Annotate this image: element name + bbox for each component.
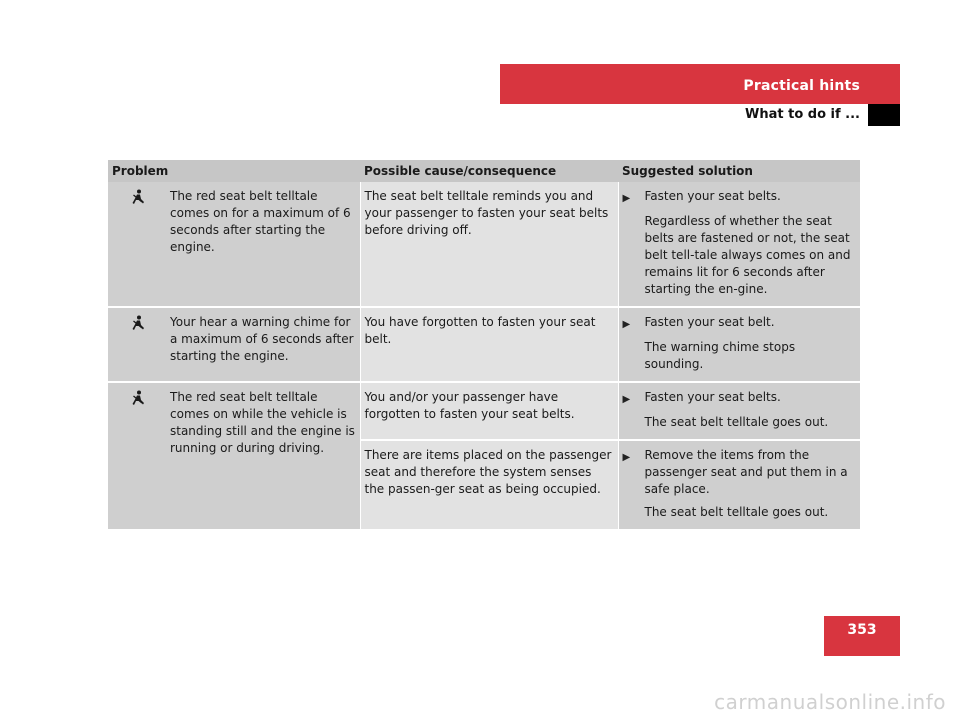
step-arrow-icon: ▶ — [622, 319, 631, 330]
step-text: Fasten your seat belts. — [644, 189, 781, 203]
table-header-row — [108, 160, 860, 182]
solution-note: The warning chime stops sounding. — [644, 340, 796, 371]
table-row — [108, 182, 860, 307]
solution-cell — [618, 307, 860, 382]
cause-cell — [360, 382, 618, 440]
cause-cell — [360, 440, 618, 530]
seat-belt-icon — [112, 188, 164, 256]
solution-note: The seat belt telltale goes out. — [644, 415, 829, 429]
solution-note: The seat belt telltale goes out. — [644, 505, 829, 519]
solution-cell — [618, 440, 860, 530]
cause-cell — [360, 182, 618, 307]
table-row — [108, 307, 860, 382]
step-text: Fasten your seat belt. — [644, 315, 775, 329]
step-arrow-icon: ▶ — [622, 394, 631, 405]
problem-cell — [108, 182, 360, 307]
cause-text: You have forgotten to fasten your seat belt. — [364, 315, 596, 346]
cause-text: You and/or your passenger have forgotten to fasten your seat belts. — [364, 390, 575, 421]
seat-belt-icon — [112, 314, 164, 365]
column-header-cause: Possible cause/consequence — [360, 160, 618, 182]
page-number: 353 — [824, 616, 900, 656]
section-header-band — [500, 64, 900, 104]
solution-step — [623, 188, 857, 207]
solution-step — [623, 447, 857, 498]
cause-text: There are items placed on the passenger seat and therefore the system senses the passen-ger seat as being occupied. — [364, 448, 612, 496]
seat-belt-icon — [112, 389, 164, 457]
column-header-problem: Problem — [108, 160, 360, 182]
problem-text: The red seat belt telltale comes on for a maximum of 6 seconds after starting the engine. — [170, 189, 351, 254]
section-title: Practical hints — [743, 78, 860, 94]
problem-cell — [108, 307, 360, 382]
step-text: Remove the items from the passenger seat and put them in a safe place. — [644, 448, 848, 496]
cause-text: The seat belt telltale reminds you and your passenger to fasten your seat belts before driving off. — [364, 189, 609, 237]
watermark-text: carmanualsonline.info — [714, 690, 946, 714]
column-header-solution: Suggested solution — [618, 160, 860, 182]
step-text: Fasten your seat belts. — [644, 390, 781, 404]
problem-text: The red seat belt telltale comes on while the vehicle is standing still and the engine is running or during driving. — [170, 390, 355, 455]
solution-cell — [618, 382, 860, 440]
step-arrow-icon: ▶ — [622, 452, 631, 463]
hints-table — [108, 160, 860, 531]
problem-cell — [108, 382, 360, 530]
solution-note: Regardless of whether the seat belts are fastened or not, the seat belt tell-tale always comes on and remains lit for 6 seconds after starting the en-gine. — [644, 214, 851, 296]
table-row — [108, 382, 860, 440]
step-arrow-icon: ▶ — [622, 193, 631, 204]
cause-cell — [360, 307, 618, 382]
header-marker-block — [868, 104, 900, 126]
solution-cell — [618, 182, 860, 307]
problem-text: Your hear a warning chime for a maximum of 6 seconds after starting the engine. — [170, 315, 354, 363]
solution-step — [623, 389, 857, 408]
solution-step — [623, 314, 857, 333]
subsection-title: What to do if ... — [745, 107, 860, 122]
